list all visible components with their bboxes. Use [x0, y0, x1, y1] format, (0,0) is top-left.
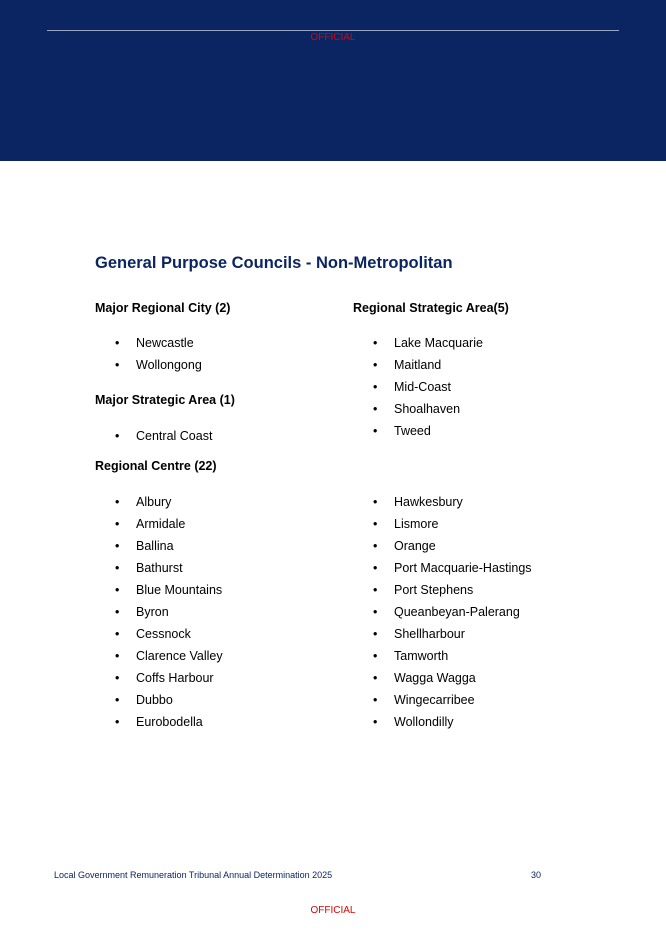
header-banner — [0, 0, 666, 161]
list-item: • Cessnock — [115, 626, 223, 648]
list-item: • Wollondilly — [373, 714, 532, 736]
list-item: • Shellharbour — [373, 626, 532, 648]
list-item: • Maitland — [373, 357, 483, 379]
footer-title: Local Government Remuneration Tribunal Annual Determination 2025 — [54, 870, 333, 880]
list-item: • Eurobodella — [115, 714, 223, 736]
heading-major-regional-city: Major Regional City (2) — [95, 301, 231, 315]
list-item: • Armidale — [115, 516, 223, 538]
list-item: • Bathurst — [115, 560, 223, 582]
list-item: • Lake Macquarie — [373, 335, 483, 357]
list-item: • Newcastle — [115, 335, 202, 357]
page-title: General Purpose Councils - Non-Metropolitan — [95, 254, 453, 272]
list-item: • Hawkesbury — [373, 494, 532, 516]
list-item: • Tweed — [373, 423, 483, 445]
list-item: • Central Coast — [115, 428, 212, 450]
list-item: • Albury — [115, 494, 223, 516]
heading-regional-centre: Regional Centre (22) — [95, 459, 217, 473]
list-item: • Blue Mountains — [115, 582, 223, 604]
list-item: • Coffs Harbour — [115, 670, 223, 692]
list-major-strategic-area — [115, 428, 212, 450]
list-regional-centre-right — [373, 494, 532, 736]
list-item: • Dubbo — [115, 692, 223, 714]
list-regional-strategic-area — [373, 335, 483, 445]
list-item: • Wollongong — [115, 357, 202, 379]
list-regional-centre-left — [115, 494, 223, 736]
heading-regional-strategic-area: Regional Strategic Area(5) — [353, 301, 509, 315]
list-item: • Mid-Coast — [373, 379, 483, 401]
list-item: • Port Macquarie-Hastings — [373, 560, 532, 582]
list-item: • Port Stephens — [373, 582, 532, 604]
page-number: 30 — [531, 870, 542, 880]
list-item: • Byron — [115, 604, 223, 626]
list-item: • Wingecarribee — [373, 692, 532, 714]
list-major-regional-city — [115, 335, 202, 379]
list-item: • Clarence Valley — [115, 648, 223, 670]
footer-classification: OFFICIAL — [310, 905, 356, 916]
list-item: • Lismore — [373, 516, 532, 538]
header-classification: OFFICIAL — [310, 32, 356, 43]
list-item: • Ballina — [115, 538, 223, 560]
heading-major-strategic-area: Major Strategic Area (1) — [95, 393, 235, 407]
list-item: • Wagga Wagga — [373, 670, 532, 692]
list-item: • Tamworth — [373, 648, 532, 670]
list-item: • Queanbeyan-Palerang — [373, 604, 532, 626]
header-rule — [47, 30, 619, 31]
list-item: • Shoalhaven — [373, 401, 483, 423]
list-item: • Orange — [373, 538, 532, 560]
